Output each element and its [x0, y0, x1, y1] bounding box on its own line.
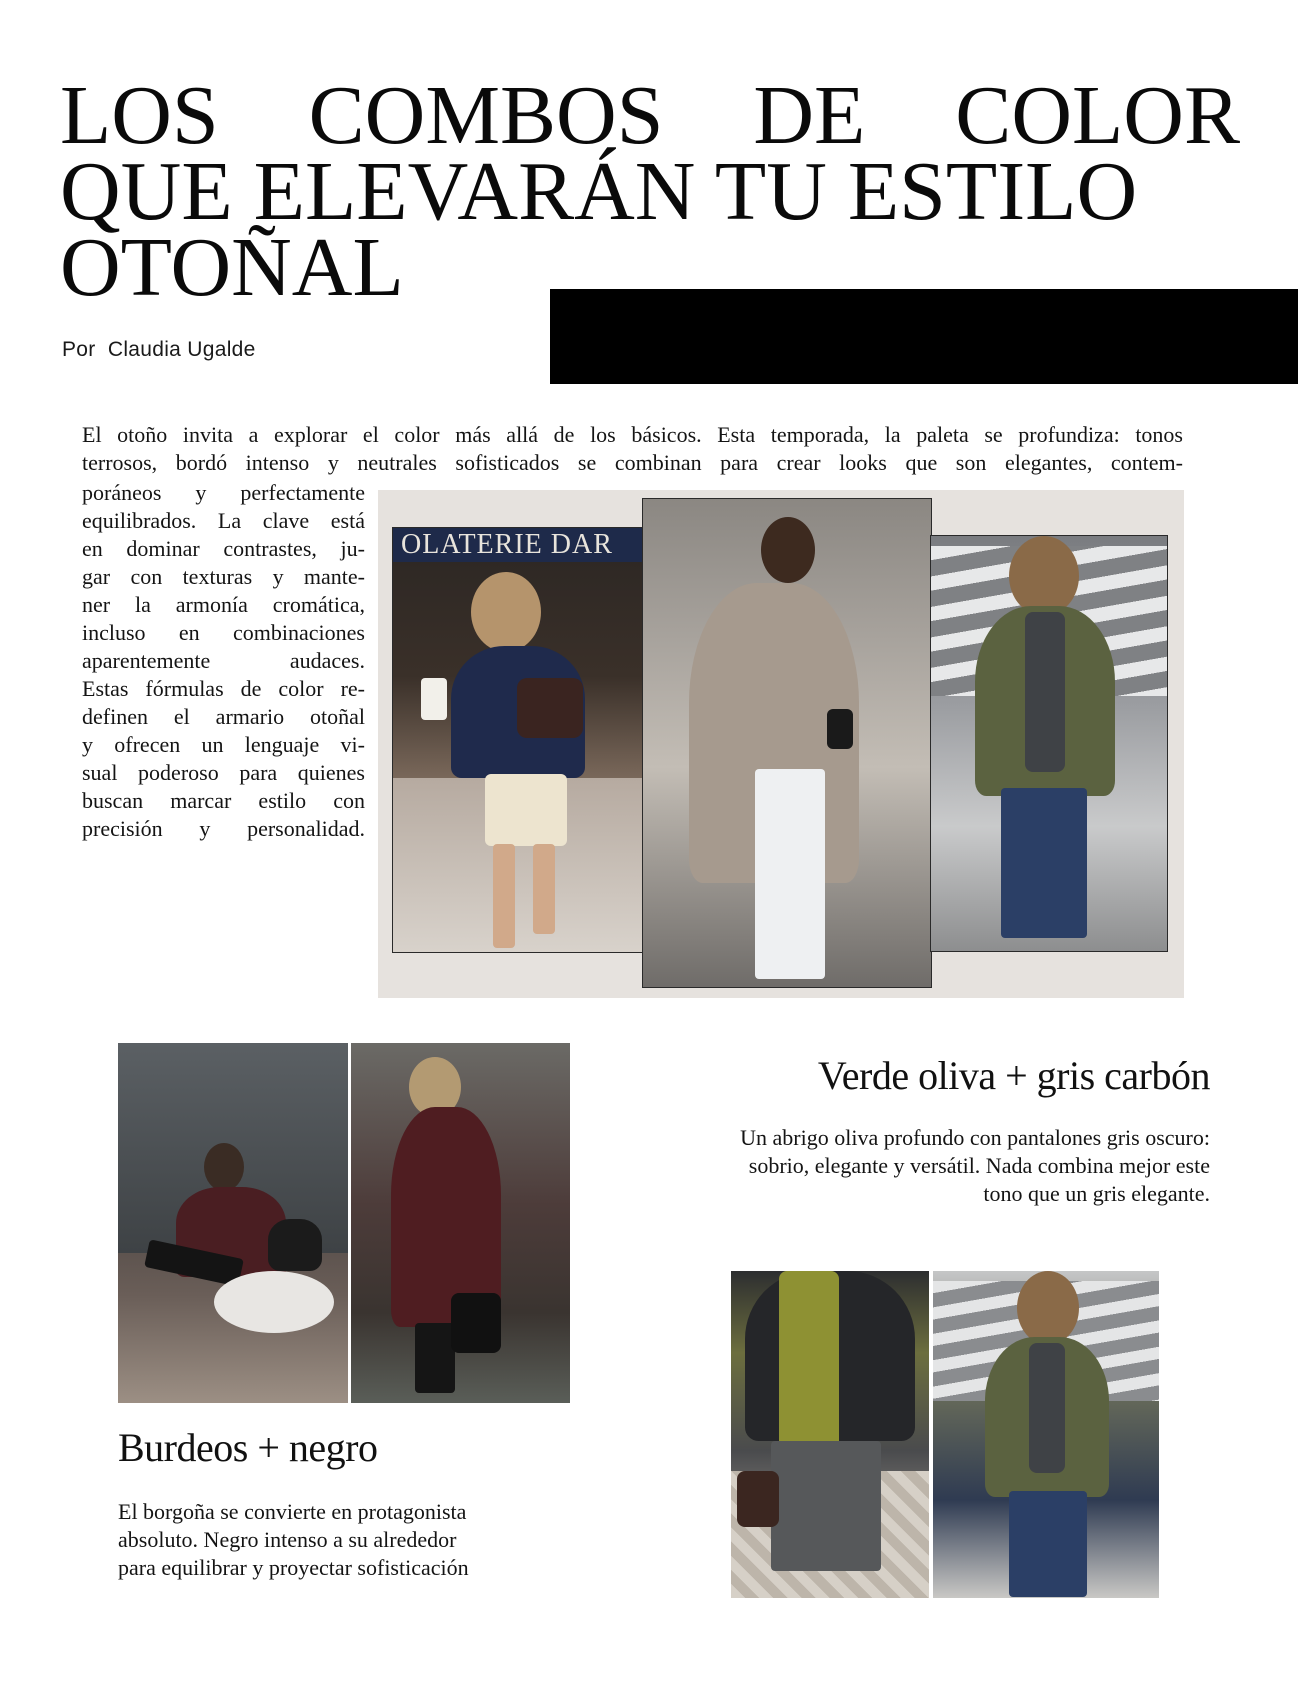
photo-olive-blazer-jeans — [933, 1271, 1159, 1598]
photo-olive-cardigan-grey-trousers — [731, 1271, 929, 1598]
person-leg — [493, 844, 515, 948]
marble-table — [214, 1271, 334, 1333]
intro-line: gar con texturas y mante- — [82, 564, 365, 589]
intro-paragraph-full-width — [82, 421, 1183, 477]
title-word: COLOR — [955, 69, 1240, 162]
intro-line: ner la armonía cromática, — [82, 592, 365, 617]
brown-bag — [737, 1471, 779, 1527]
section-line: absoluto. Negro intenso a su alrededor — [118, 1527, 457, 1552]
decorative-black-bar — [550, 289, 1298, 384]
photo-grey-wrap-coat-look — [642, 498, 932, 988]
person-leg — [533, 844, 555, 934]
black-handbag — [268, 1219, 322, 1271]
photo-navy-sweater-look — [392, 527, 646, 953]
title-line-2: QUE ELEVARÁN TU ESTILO — [60, 145, 1138, 238]
intro-line: buscan marcar estilo con — [82, 788, 365, 813]
section-line: tono que un gris elegante. — [983, 1181, 1210, 1206]
intro-line: poráneos y perfectamente — [82, 480, 365, 505]
title-line-3: OTOÑAL — [60, 221, 404, 314]
black-bag — [827, 709, 853, 749]
intro-line: Estas fórmulas de color re- — [82, 676, 365, 701]
grey-knit — [1025, 612, 1065, 772]
black-tights — [415, 1323, 455, 1393]
brown-handbag — [517, 678, 583, 738]
person-head — [204, 1143, 244, 1191]
olive-cardigan — [779, 1271, 839, 1461]
intro-line: en dominar contrastes, ju- — [82, 536, 365, 561]
storefront-sign: OLATERIE DAR — [393, 528, 646, 562]
title-line-1 — [60, 69, 1240, 162]
person-head — [1017, 1271, 1079, 1345]
intro-line: incluso en combinaciones — [82, 620, 365, 645]
intro-line: definen el armario otoñal — [82, 704, 365, 729]
intro-line: equilibrados. La clave está — [82, 508, 365, 533]
intro-line: precisión y personalidad. — [82, 816, 365, 841]
blue-jeans — [1009, 1491, 1087, 1597]
intro-paragraph-column — [82, 479, 365, 843]
white-trousers — [755, 769, 825, 979]
intro-line: El otoño invita a explorar el color más allá de los básicos. Esta temporada, la paleta se profundiza: tonos — [82, 422, 1183, 447]
section-line: El borgoña se convierte en protagonista — [118, 1499, 467, 1524]
article-title — [60, 69, 1240, 314]
person-head — [761, 517, 815, 583]
section-heading-burdeos: Burdeos + negro — [118, 1425, 378, 1470]
intro-line: sual poderoso para quienes — [82, 760, 365, 785]
intro-line: y ofrecen un lenguaje vi- — [82, 732, 365, 757]
photo-olive-blazer-look — [930, 535, 1168, 952]
person-head — [1009, 536, 1079, 616]
section-line: sobrio, elegante y versátil. Nada combina mejor este — [748, 1153, 1210, 1178]
section-line: Un abrigo oliva profundo con pantalones gris oscuro: — [740, 1125, 1210, 1150]
blue-jeans — [1001, 788, 1087, 938]
title-word: LOS — [60, 69, 219, 162]
title-word: DE — [753, 69, 866, 162]
section-text-burdeos — [118, 1498, 558, 1582]
grey-trousers — [771, 1441, 881, 1571]
intro-line: terrosos, bordó intenso y neutrales sofisticados se combinan para crear looks que son elegantes, contem- — [82, 450, 1183, 475]
black-tote — [451, 1293, 501, 1353]
author-byline: Por Claudia Ugalde — [62, 338, 256, 361]
section-text-verde — [640, 1124, 1210, 1208]
section-heading-verde: Verde oliva + gris carbón — [817, 1053, 1210, 1098]
cream-skirt — [485, 774, 567, 846]
intro-line: aparentemente audaces. — [82, 648, 365, 673]
section-line: para equilibrar y proyectar sofisticación — [118, 1555, 469, 1580]
coffee-cup — [421, 678, 447, 720]
person-head — [471, 572, 541, 652]
photo-burgundy-leather-jacket-look — [118, 1043, 348, 1403]
grey-knit — [1029, 1343, 1065, 1473]
photo-burgundy-coat-look — [351, 1043, 570, 1403]
title-word: COMBOS — [308, 69, 664, 162]
